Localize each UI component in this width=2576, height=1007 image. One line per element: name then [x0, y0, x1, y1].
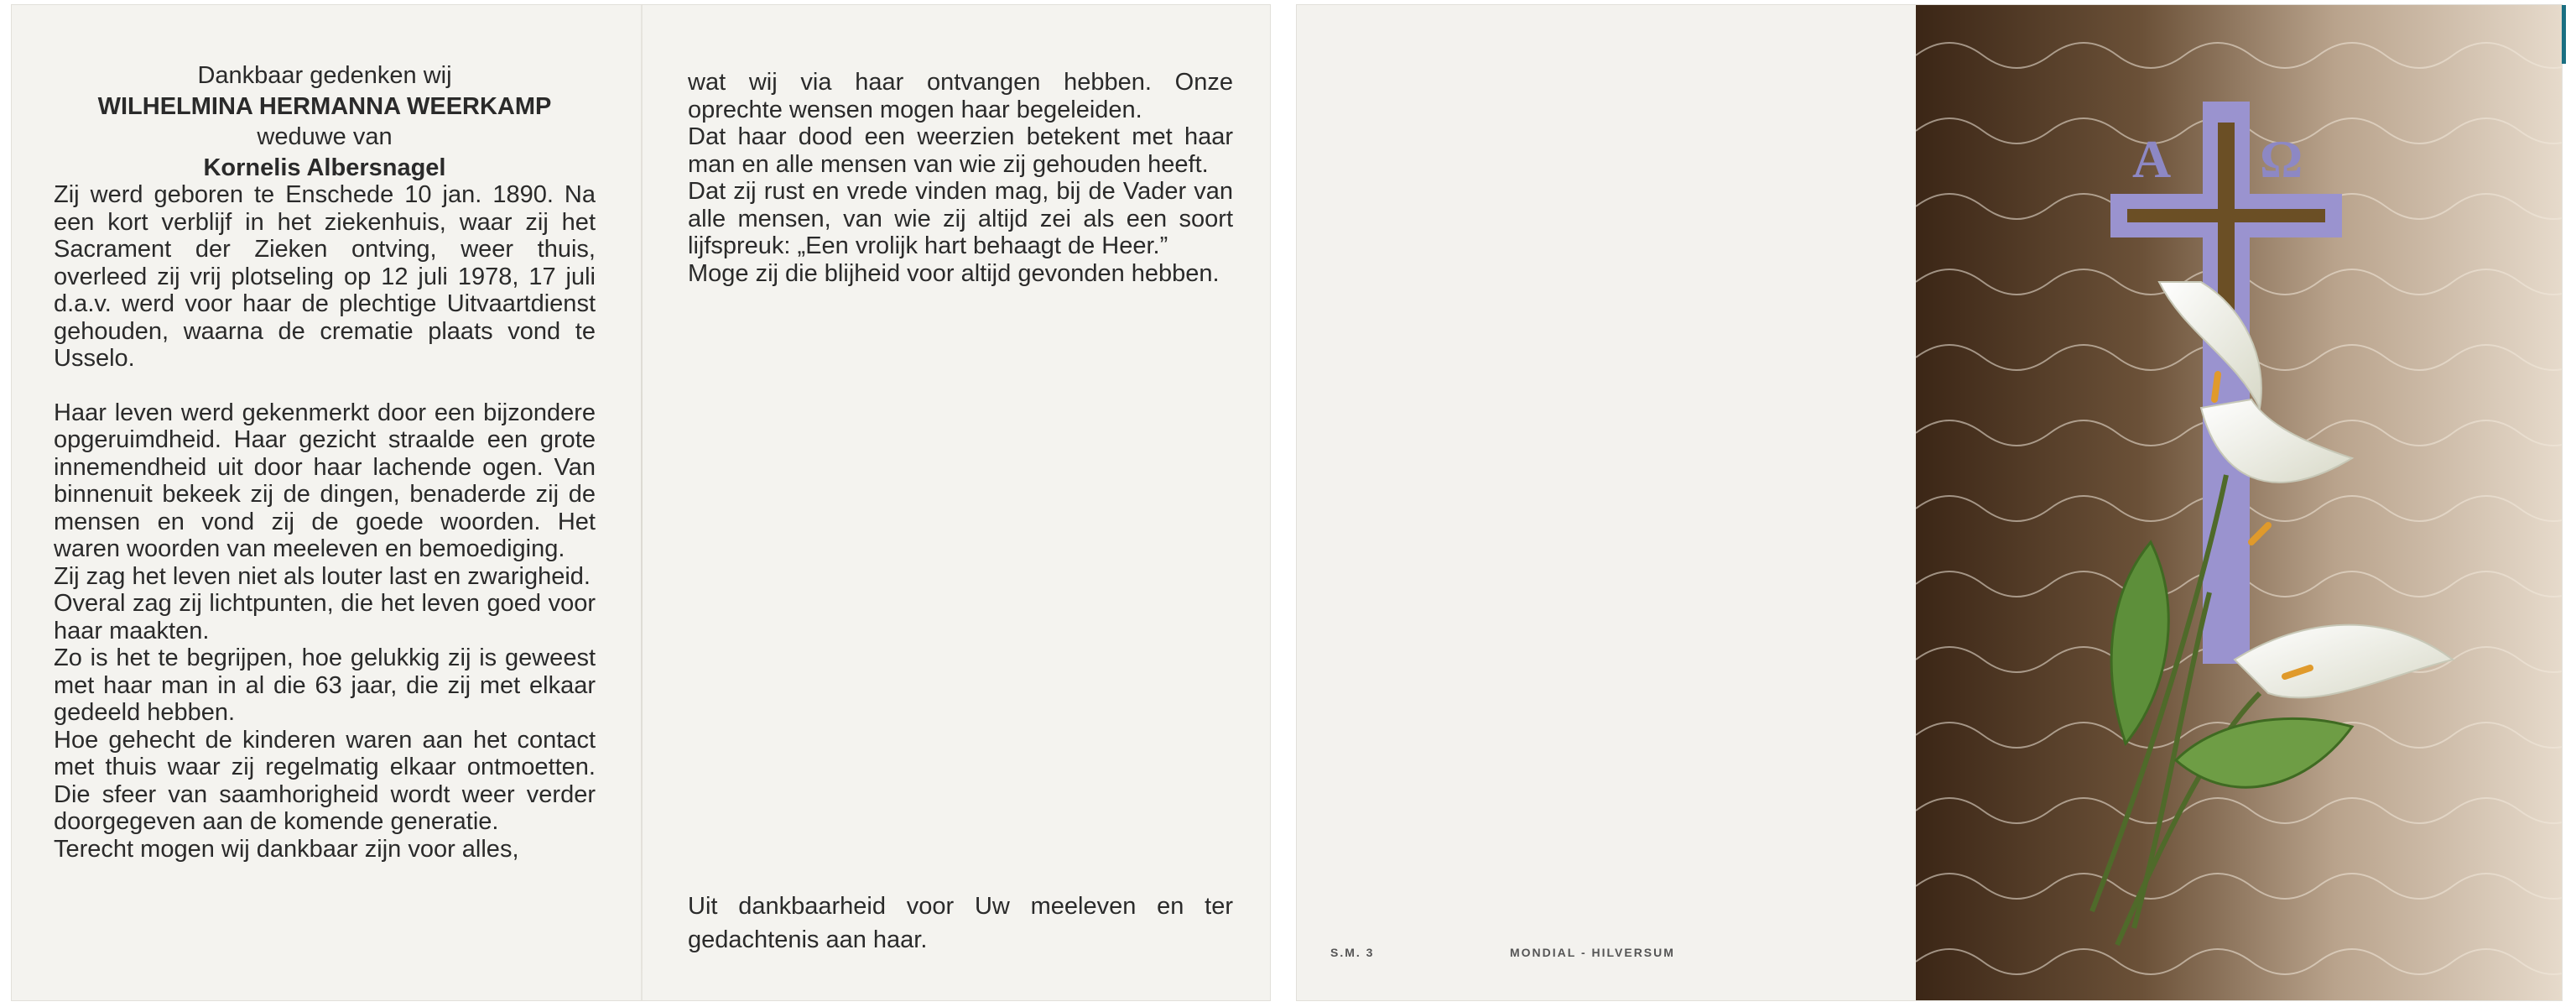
continuation-text-panel: [688, 69, 1233, 287]
cross-and-lilies-artwork: [1916, 5, 2562, 1000]
alpha-letter: A: [2132, 129, 2172, 189]
text-paragraph: Overal zag zij lichtpunten, die het leven goed voor haar maakten.: [54, 590, 596, 644]
spouse-name: Kornelis Albersnagel: [203, 154, 446, 181]
deceased-name: WILHELMINA HERMANNA WEERKAMP: [97, 92, 552, 120]
printer-imprint: MONDIAL - HILVERSUM: [1510, 946, 1675, 959]
right-card-sheet: [1297, 5, 2562, 1000]
text-paragraph: Terecht mogen wij dankbaar zijn voor alles,: [54, 835, 519, 863]
text-paragraph: Dat zij rust en vrede vinden mag, bij de Vader van alle mensen, van wie zij altijd zei als een soort lijfspreuk: „Een vrolijk hart behaagt de Heer.”: [688, 178, 1233, 259]
card-code: S.M. 3: [1330, 946, 1375, 959]
biography-paragraph: Zij werd geboren te Enschede 10 jan. 1890. Na een kort verblijf in het ziekenhuis, waar zij het Sacrament der Zieken ontving, weer thuis, overleed zij vrij plotseling op 12 juli 1978, 17 juli d.a.v. werd voor haar de plechtige Uitvaartdienst gehouden, waarna de crematie plaats vond te Usselo.: [54, 181, 596, 372]
text-paragraph: Hoe gehecht de kinderen waren aan het contact met thuis waar zij regelmatig elkaar ontmoetten. Die sfeer van saamhorigheid wordt weer verder doorgegeven aan de komende generatie.: [54, 726, 596, 835]
blank-back-panel: [1297, 5, 1914, 1000]
memorial-text-panel: [54, 62, 596, 863]
text-paragraph: Moge zij die blijheid voor altijd gevonden hebben.: [688, 259, 1220, 287]
relation-line: weduwe van: [257, 123, 393, 150]
fold-line: [641, 5, 643, 1000]
intro-line: Dankbaar gedenken wij: [197, 62, 452, 89]
text-paragraph: Zij zag het leven niet als louter last en zwarigheid.: [54, 562, 591, 590]
left-card-sheet: [12, 5, 1270, 1000]
text-paragraph: wat wij via haar ontvangen hebben. Onze oprechte wensen mogen haar begeleiden.: [688, 69, 1233, 123]
scan-edge-marker: [2562, 5, 2566, 64]
text-paragraph: Zo is het te begrijpen, hoe gelukkig zij is geweest met haar man in al die 63 jaar, die zij met elkaar gedeeld hebben.: [54, 644, 596, 726]
closing-text: Uit dankbaarheid voor Uw meeleven en ter gedachtenis aan haar.: [688, 893, 1233, 953]
character-paragraph: Haar leven werd gekenmerkt door een bijzondere opgeruimdheid. Haar gezicht straalde een grote innemendheid uit door haar lachende ogen. Van binnenuit bekeek zij de dingen, benaderde zij de mensen en vond zij de goede woorden. Het waren woorden van meeleven en bemoediging.: [54, 399, 596, 562]
omega-letter: Ω: [2260, 129, 2303, 189]
text-paragraph: Dat haar dood een weerzien betekent met haar man en alle mensen van wie zij gehouden heeft.: [688, 123, 1233, 178]
